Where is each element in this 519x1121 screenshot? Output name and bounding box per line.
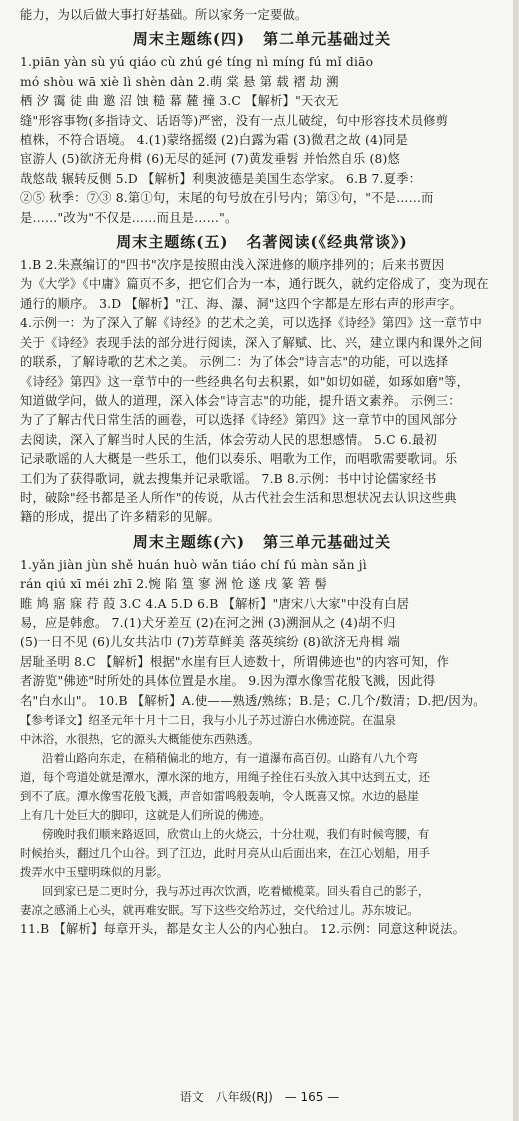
translation-line: 傍晚时我们顺来路返回，欣赏山上的火烧云，十分壮观，我们有时候弯腰，有 bbox=[42, 827, 430, 841]
answer-line: 去阅读，深入了解当时人民的生活，体会劳动人民的思想感情。 5.C 6.最初 bbox=[20, 432, 437, 447]
answer-line: 关于《诗经》表现手法的部分进行阅读，深入了解赋、比、兴，建立课内和课外之间 bbox=[20, 335, 483, 350]
translation-line: 到不了底。潭水像雪花般飞溅，声音如雷鸣般轰响，令人既喜又惊。水边的悬崖 bbox=[20, 789, 419, 803]
answer-line: 1.B 2.朱熹编订的"四书"次序是按照由浅入深进修的顺序排列的；后来书贾因 bbox=[20, 258, 445, 273]
answer-line: (5)一日不见 (6)儿女共沾巾 (7)芳草鲜美 落英缤纷 (8)欲济无舟楫 端 bbox=[20, 635, 401, 650]
answer-line: 哉悠哉 辗转反侧 5.D 【解析】利奥波德是美国生态学家。 6.B 7.夏季： bbox=[20, 171, 422, 186]
answer-line: 4.示例一：为了深入了解《诗经》的艺术之美，可以选择《诗经》第四》这一章节中 bbox=[20, 316, 483, 331]
answer-line: 籍的形成，提出了许多精彩的见解。 bbox=[20, 510, 220, 525]
answer-line: 名"白水山"。 10.B 【解析】A.使——熟透/熟练；B.是；C.几个/数清；D.把/因为。 bbox=[20, 693, 486, 708]
section-heading-subtitle: 第三单元基础过关 bbox=[263, 532, 392, 551]
page-edge-shadow bbox=[513, 0, 519, 1121]
translation-line: 拨弄水中玉璧明珠似的月影。 bbox=[20, 865, 169, 879]
answer-line: mó shòu wā xiè lì shèn dàn 2.萌 棠 悬 第 载 褶 劫 溯 bbox=[20, 74, 339, 89]
answer-line: 为《大学》《中庸》篇页不多，把它们合为一本，通行既久，就约定俗成了，变为现在 bbox=[20, 277, 489, 292]
section-heading-subtitle: 第二单元基础过关 bbox=[263, 30, 392, 49]
answer-line: 者游览"佛迹"时所处的具体位置是水崖。 9.因为潭水像雪花般飞溅，因此得 bbox=[20, 674, 436, 689]
answer-line: 植株，不符合语境。 4.(1)蒙络摇缀 (2)白露为霜 (3)微君之故 (4)同是 bbox=[20, 133, 409, 148]
answer-page bbox=[20, 6, 504, 939]
answer-line: ②⑤ 秋季：⑦③ 8.第①句，末尾的句号放在引号内；第③句，"不是……而 bbox=[20, 191, 434, 206]
section-heading bbox=[20, 528, 504, 556]
translation-line: 沿着山路向东走，在稍稍偏北的地方，有一道瀑布高百仞。山路有八九个弯 bbox=[42, 751, 418, 765]
translation-line: 回到家已是二更时分，我与苏过再次饮酒，吃着橄榄菜。回头看自己的影子， bbox=[42, 884, 430, 898]
answer-line: 宦游人 (5)欲济无舟楫 (6)无尽的延河 (7)黄发垂髫 并怡然自乐 (8)悠 bbox=[20, 152, 401, 167]
page-footer bbox=[0, 1088, 519, 1105]
answer-line: 能力，为以后做大事打好基础。所以家务一定要做。 bbox=[20, 8, 308, 22]
answer-line: 为了了解古代日常生活的画卷，可以选择《诗经》第四》这一章节中的国风部分 bbox=[20, 413, 458, 428]
answer-line: 居耻圣明 8.C 【解析】根据"水崖有巨人迹数十，所谓佛迹也"的内容可知，作 bbox=[20, 654, 450, 669]
answer-line: rán qiú xī méi zhī 2.惋 陷 篁 寥 洲 怆 遂 戌 篆 箬 髻 bbox=[20, 577, 327, 592]
translation-line: 妻凉之感涌上心头，就再难安眠。写下这些交给苏过，交代给过儿。苏东坡记。 bbox=[20, 903, 419, 917]
translation-line: 中沐浴，水很热，它的源头大概能使东西熟透。 bbox=[20, 732, 260, 746]
footer-subject: 语文 bbox=[179, 1090, 204, 1104]
answer-line: 工们为了获得歌词，就去搜集并记录歌谣。 7.B 8.示例：书中讨论儒家经书 bbox=[20, 471, 437, 486]
answer-line: 知道做学问，做人的道理，深入体会"诗言志"的功能，提升语文素养。 示例三： bbox=[20, 393, 461, 408]
answer-line: 的联系，了解诗歌的艺术之美。 示例二：为了体会"诗言志"的功能，可以选择 bbox=[20, 355, 449, 370]
answer-line: 睢 鸠 寤 寐 荇 葭 3.C 4.A 5.D 6.B 【解析】"唐宋八大家"中没有白居 bbox=[20, 596, 410, 611]
section-heading-subtitle: 名著阅读(《经典常谈》) bbox=[246, 233, 408, 252]
answer-line: 通行的顺序。 3.D 【解析】"江、海、瀑、洞"这四个字都是左形右声的形声字。 bbox=[20, 296, 463, 311]
translation-line: 道，每个弯道处就是潭水，潭水深的地方，用绳子拴住石头放入其中达到五丈，还 bbox=[20, 770, 431, 784]
footer-page-number: — 165 — bbox=[284, 1090, 340, 1104]
answer-line: 易，应是韩愈。 7.(1)犬牙差互 (2)在河之洲 (3)溯洄从之 (4)胡不归 bbox=[20, 615, 396, 630]
answer-line: 1.yǎn jiàn jùn shě huán huò wǎn tiáo chí fú màn sǎn jì bbox=[20, 557, 367, 572]
answer-line: 11.B 【解析】每章开头，都是女主人公的内心独白。 12.示例：同意这种说法。 bbox=[20, 922, 466, 936]
footer-grade: 八年级(RJ) bbox=[215, 1090, 273, 1104]
section-heading-title: 周末主题练(六) bbox=[132, 532, 246, 551]
answer-line: 栖 汐 霭 徒 曲 邀 沼 蚀 糙 幕 麓 撞 3.C 【解析】"天衣无 bbox=[20, 94, 339, 109]
translation-line: 时候抬头，翻过几个山谷。到了江边，此时月亮从山后面出来，在江心划船，用手 bbox=[20, 846, 431, 860]
answer-line: 1.piān yàn sù yú qiáo cù zhú gé tíng nì míng fú mǐ diāo bbox=[20, 55, 374, 70]
answer-line: 时，破除"经书都是圣人所作"的传说，从古代社会生活和思想状况去认识这些典 bbox=[20, 490, 457, 505]
translation-line: 【参考译文】绍圣元年十月十二日，我与小儿子苏过游白水佛迹院。在温泉 bbox=[20, 713, 396, 727]
section-heading bbox=[20, 228, 504, 256]
answer-line: 记录歌谣的人大概是一些乐工，他们以奏乐、唱歌为工作，而唱歌需要歌词。乐 bbox=[20, 452, 458, 467]
section-heading-title: 周末主题练(五) bbox=[116, 233, 229, 252]
answer-line: 是……"改为"不仅是……而且是……"。 bbox=[20, 210, 238, 225]
answer-line: 缝"形容事物(多指诗文、话语等)严密，没有一点儿破绽，句中形容技术员修剪 bbox=[20, 113, 449, 128]
section-heading-title: 周末主题练(四) bbox=[132, 30, 246, 49]
answer-line: 《诗经》第四》这一章节中的一些经典名句去积累，如"如切如磋，如琢如磨"等， bbox=[20, 374, 470, 389]
translation-line: 上有几十处巨大的脚印，这就是人们所说的佛迹。 bbox=[20, 808, 271, 822]
section-heading bbox=[20, 25, 504, 53]
